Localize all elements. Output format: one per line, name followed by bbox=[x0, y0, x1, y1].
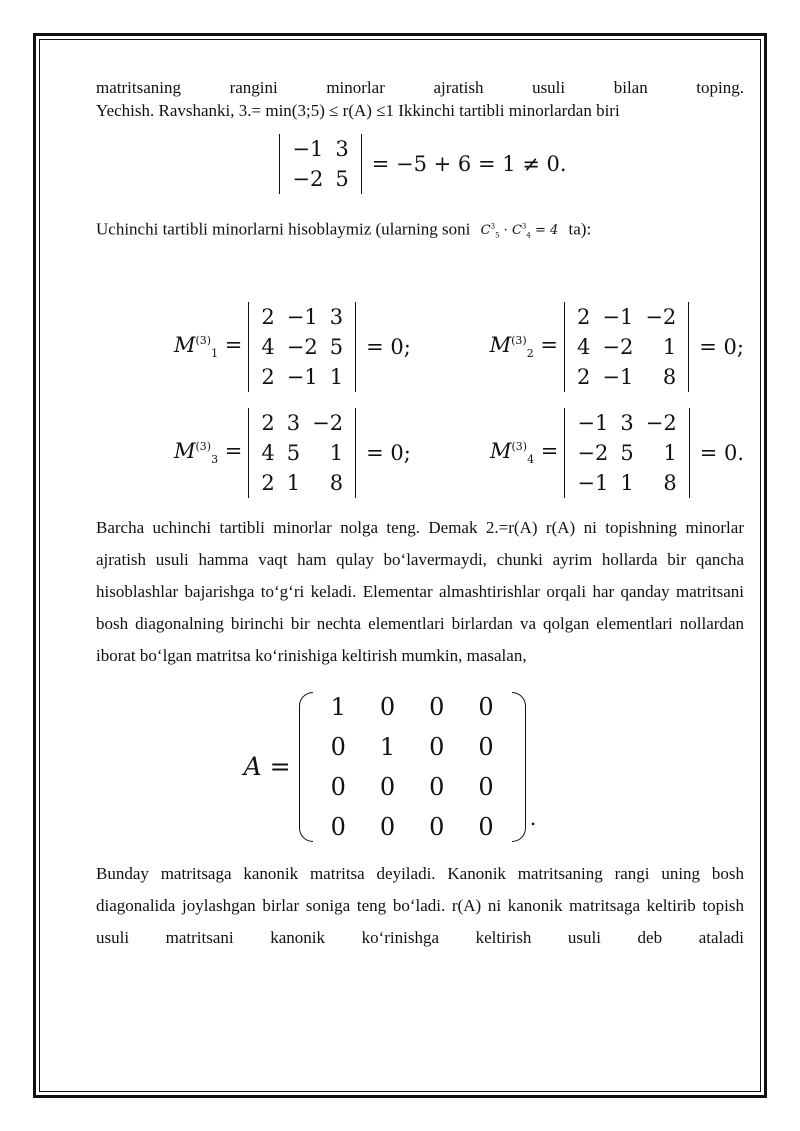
matrix-cell: 5 bbox=[620, 440, 634, 465]
matrix-cell: −1 bbox=[602, 304, 634, 329]
determinant-3x3 bbox=[558, 408, 695, 498]
page-content bbox=[96, 76, 744, 954]
matrix-cell: −1 bbox=[577, 410, 609, 435]
matrix-cell: −2 bbox=[312, 410, 344, 435]
matrix-cell: −2 bbox=[645, 304, 677, 329]
minor-result: = 0; bbox=[366, 440, 411, 465]
minor-label: $M^{(3)}_4$ = bbox=[489, 439, 559, 467]
matrix-cell: −2 bbox=[577, 440, 609, 465]
minor-label: $M^{(3)}_1$ = bbox=[174, 333, 243, 361]
matrix-cell: −1 bbox=[286, 304, 318, 329]
matrix-cell: 4 bbox=[576, 334, 591, 359]
third-order-intro bbox=[96, 216, 744, 248]
matrix-cell: 5 bbox=[329, 334, 344, 359]
minor-result: = 0. bbox=[699, 440, 744, 465]
matrix-cell: −2 bbox=[286, 334, 318, 359]
matrix-cell: −1 bbox=[577, 470, 609, 495]
determinant-2x2 bbox=[273, 134, 367, 194]
matrix-cell: 0 bbox=[330, 732, 346, 761]
matrix-cell: 8 bbox=[662, 364, 677, 389]
det-cell: 5 bbox=[335, 167, 349, 191]
matrix-cell: 3 bbox=[329, 304, 344, 329]
det-cell: −2 bbox=[292, 167, 324, 191]
matrix-cell: 1 bbox=[286, 470, 301, 495]
det-cell: −1 bbox=[292, 137, 324, 161]
matrix-cell: 2 bbox=[576, 364, 591, 389]
matrix-cell: 1 bbox=[662, 334, 677, 359]
third-order-intro-text: Uchinchi tartibli minorlarni hisoblaymiz (ularning soni bbox=[96, 219, 471, 239]
matrix-cell: 0 bbox=[330, 772, 346, 801]
matrix-cell: 2 bbox=[261, 364, 275, 389]
matrix-cell: 3 bbox=[286, 410, 301, 435]
matrix-cell: 5 bbox=[286, 440, 301, 465]
matrix-cell: −1 bbox=[602, 364, 634, 389]
matrix-cell: 3 bbox=[620, 410, 634, 435]
canonical-matrix-block bbox=[36, 686, 744, 848]
matrix-cell: 2 bbox=[261, 304, 275, 329]
matrix-cell: 2 bbox=[261, 470, 275, 495]
matrix-cell: −1 bbox=[286, 364, 318, 389]
matrix-cell: 2 bbox=[576, 304, 591, 329]
matrix-cell: 0 bbox=[478, 772, 494, 801]
matrix-cell: 1 bbox=[663, 440, 677, 465]
matrix-cell: 0 bbox=[478, 812, 494, 841]
matrix-cell: 1 bbox=[379, 732, 396, 761]
matrix-cell: 1 bbox=[329, 364, 344, 389]
matrix-cell: 2 bbox=[261, 410, 275, 435]
matrix-label: A = bbox=[243, 752, 291, 782]
matrix-cell: 0 bbox=[478, 692, 494, 721]
combination-formula: $C^3_5 \cdot C^3_4 = 4$ bbox=[480, 223, 559, 240]
minor-label: $M^{(3)}_2$ = bbox=[489, 333, 558, 361]
matrix-cell: 4 bbox=[261, 440, 275, 465]
minors-row-2 bbox=[174, 408, 744, 498]
matrix-cell: 0 bbox=[429, 772, 445, 801]
minor-1 bbox=[174, 302, 411, 392]
minor-4 bbox=[490, 408, 744, 498]
matrix-cell: 0 bbox=[429, 692, 445, 721]
matrix-trailing: . bbox=[529, 805, 537, 830]
canonical-matrix bbox=[313, 686, 512, 848]
determinant-3x3 bbox=[242, 408, 362, 498]
intro-line-1: matritsaning rangini minorlar ajratish usuli bilan toping. bbox=[96, 78, 744, 97]
det-cell: 3 bbox=[335, 137, 349, 161]
paragraph-2: Barcha uchinchi tartibli minorlar nolga teng. Demak 2.=r(A) r(A) ni topishning minorlar ajratish usuli hamma vaqt ham qulay bo‘lavermaydi, chunki ayrim hollarda bir qancha hisoblashlar bajarishga to‘g‘ri keladi. Elementar almashtirishlar orqali har qanday matritsani bosh diagonalning birinchi bir nechta elementlari birlardan va qolgan elementlari nollardan iborat bo‘lgan matritsa ko‘rinishiga keltirish mumkin, masalan, bbox=[96, 517, 744, 665]
matrix-cell: 0 bbox=[478, 732, 494, 761]
matrix-cell: −2 bbox=[645, 410, 677, 435]
matrix-cell: 0 bbox=[379, 692, 396, 721]
matrix-cell: 8 bbox=[329, 470, 344, 495]
matrix-cell: −2 bbox=[602, 334, 634, 359]
minor-2 bbox=[490, 302, 744, 392]
intro-paragraph bbox=[96, 76, 744, 122]
minor-label: $M^{(3)}_3$ = bbox=[174, 439, 243, 467]
matrix-cell: 0 bbox=[429, 812, 445, 841]
determinant-3x3 bbox=[558, 302, 695, 392]
determinant-3x3 bbox=[242, 302, 362, 392]
matrix-cell: 0 bbox=[379, 812, 396, 841]
matrix-left-paren bbox=[299, 692, 313, 842]
matrix-cell: 1 bbox=[330, 692, 346, 721]
matrix-cell: 1 bbox=[329, 440, 344, 465]
intro-line-2: Yechish. Ravshanki, 3.= min(3;5) ≤ r(A) ≤1 Ikkinchi tartibli minorlardan biri bbox=[96, 101, 620, 120]
paragraph-3: Bunday matritsaga kanonik matritsa deyiladi. Kanonik matritsaning rangi uning bosh diagonalida joylashgan birlar soniga teng bo‘ladi. r(A) ni kanonik matritsaga keltirib topish usuli matritsani kanonik ko‘rinishga keltirish usuli deb ataladi bbox=[96, 863, 744, 947]
matrix-cell: 0 bbox=[429, 732, 445, 761]
minors-row-1 bbox=[174, 302, 744, 392]
matrix-right-paren bbox=[512, 692, 526, 842]
minor-result: = 0; bbox=[699, 334, 744, 359]
matrix-cell: 0 bbox=[330, 812, 346, 841]
minor-3 bbox=[174, 408, 411, 498]
matrix-cell: 1 bbox=[620, 470, 634, 495]
matrix-cell: 8 bbox=[663, 470, 677, 495]
second-order-minor bbox=[96, 134, 744, 194]
minor-result: = 0; bbox=[366, 334, 411, 359]
minors-grid bbox=[96, 302, 744, 498]
det-result: = −5 + 6 = 1 ≠ 0. bbox=[371, 152, 567, 176]
matrix-cell: 0 bbox=[379, 772, 396, 801]
third-order-intro-suffix: ta): bbox=[568, 219, 592, 239]
matrix-cell: 4 bbox=[261, 334, 275, 359]
